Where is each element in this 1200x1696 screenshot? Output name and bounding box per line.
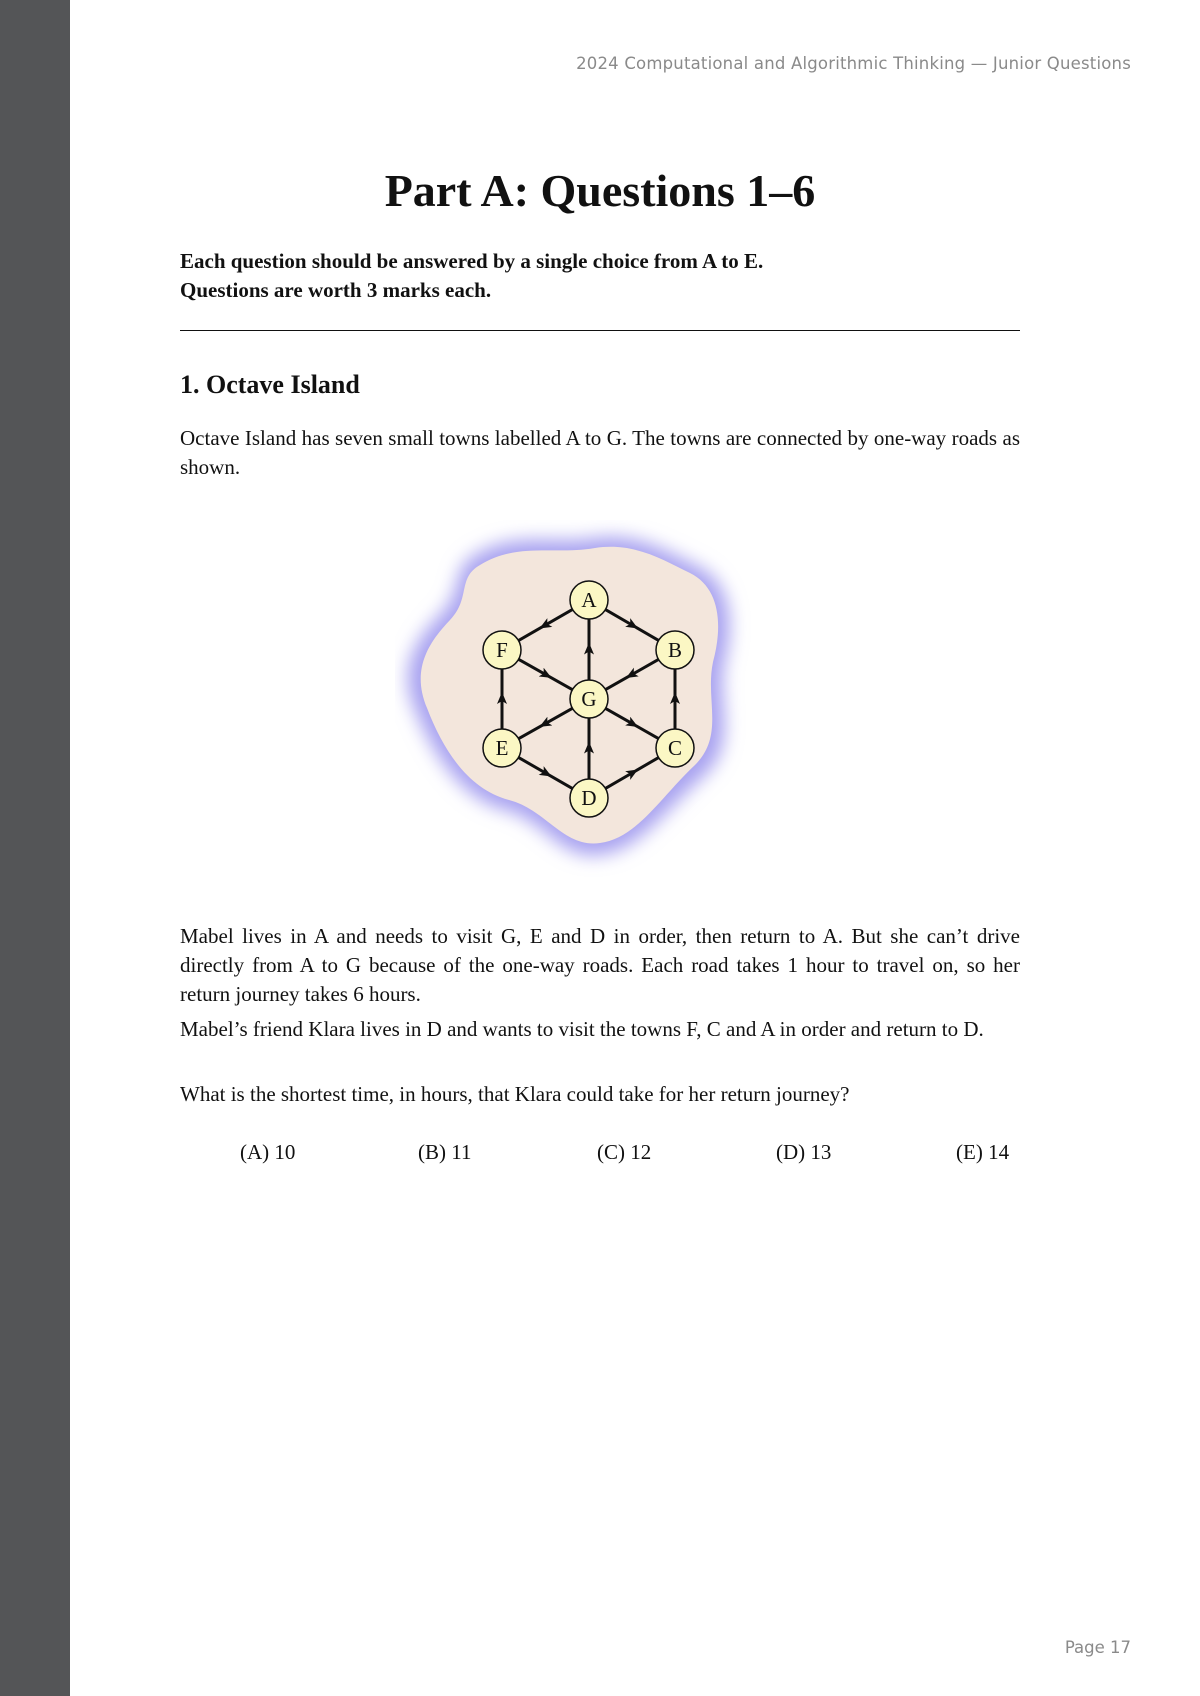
choice-b[interactable]: (B) 11 <box>418 1140 472 1164</box>
town-label: G <box>581 687 597 711</box>
divider <box>180 330 1020 331</box>
town-e <box>483 729 521 767</box>
town-d <box>570 779 608 817</box>
town-f <box>483 631 521 669</box>
town-b <box>656 631 694 669</box>
question-intro: Octave Island has seven small towns labelled A to G. The towns are connected by one-way roads as shown. <box>180 426 1020 479</box>
instructions <box>180 247 1020 305</box>
side-bar <box>0 0 70 1696</box>
town-label: A <box>581 588 597 612</box>
answer-choices <box>240 1138 1020 1168</box>
running-header: 2024 Computational and Algorithmic Thinking — Junior Questions <box>576 54 1131 73</box>
page-number: Page 17 <box>1064 1638 1131 1657</box>
question-paragraph: Mabel lives in A and needs to visit G, E and D in order, then return to A. But she can’t drive directly from A to G because of the one-way roads. Each road takes 1 hour to travel on, so her return journey takes 6 hours. <box>180 924 1020 1006</box>
part-title: Part A: Questions 1–6 <box>384 165 816 216</box>
town-label: D <box>581 786 597 810</box>
instruction-line: Each question should be answered by a single choice from A to E. <box>180 249 764 273</box>
choice-e[interactable]: (E) 14 <box>956 1140 1010 1164</box>
question-prompt: What is the shortest time, in hours, that Klara could take for her return journey? <box>180 1082 850 1106</box>
town-c <box>656 729 694 767</box>
town-a <box>570 581 608 619</box>
question-paragraph: Mabel’s friend Klara lives in D and wants to visit the towns F, C and A in order and return to D. <box>180 1017 984 1041</box>
island-diagram <box>395 520 795 890</box>
question-title: 1. Octave Island <box>180 370 360 399</box>
choice-a[interactable]: (A) 10 <box>240 1140 296 1164</box>
town-label: F <box>496 638 508 662</box>
choice-d[interactable]: (D) 13 <box>776 1140 832 1164</box>
town-label: C <box>667 736 683 760</box>
town-label: B <box>667 638 683 662</box>
town-g <box>570 680 608 718</box>
choice-c[interactable]: (C) 12 <box>597 1140 652 1164</box>
instruction-line: Questions are worth 3 marks each. <box>180 278 492 302</box>
town-label: E <box>495 736 509 760</box>
